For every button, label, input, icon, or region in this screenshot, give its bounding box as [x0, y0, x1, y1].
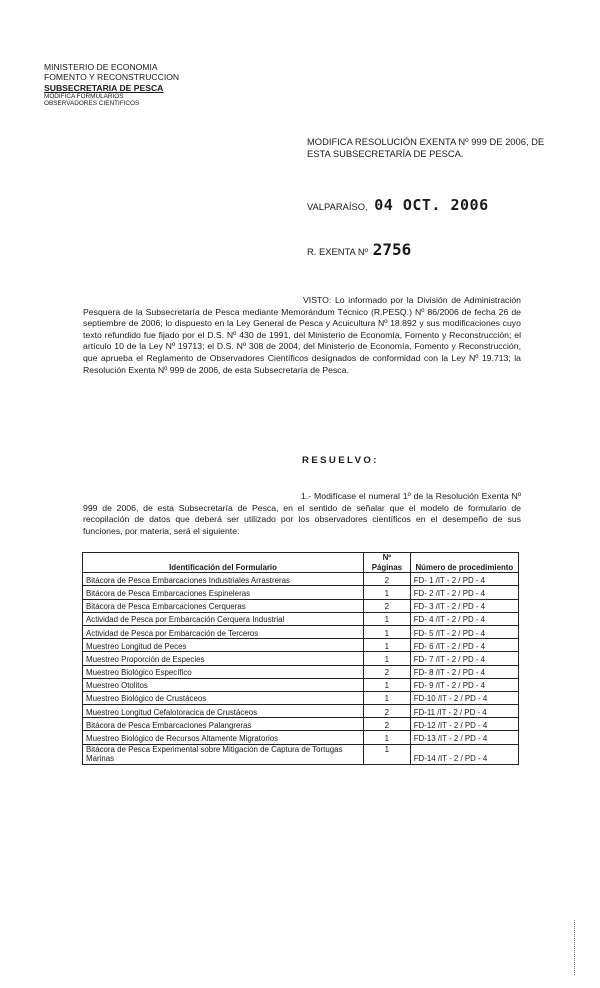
- numeral-1-label: 1.-: [301, 491, 312, 501]
- cell-procedimiento: FD-11 /IT - 2 / PD - 4: [410, 705, 518, 718]
- cell-paginas: 2: [364, 665, 411, 678]
- visto-paragraph: [83, 295, 521, 376]
- table-row: [83, 573, 519, 586]
- cell-procedimiento: FD-10 /IT - 2 / PD - 4: [410, 691, 518, 704]
- cell-formulario: Muestreo Longitud de Peces: [83, 639, 364, 652]
- cell-procedimiento: FD- 6 /IT - 2 / PD - 4: [410, 639, 518, 652]
- letterhead-subject-2: OBSERVADORES CIENTIFICOS: [44, 100, 140, 108]
- cell-procedimiento: FD- 3 /IT - 2 / PD - 4: [410, 599, 518, 612]
- table-row: [83, 652, 519, 665]
- cell-procedimiento: FD-12 /IT - 2 / PD - 4: [410, 718, 518, 731]
- table-row: [83, 639, 519, 652]
- resuelvo-heading: RESUELVO:: [302, 455, 379, 466]
- cell-formulario: Actividad de Pesca por Embarcación de Terceros: [83, 625, 364, 638]
- cell-formulario: Bitácora de Pesca Embarcaciones Palangreras: [83, 718, 364, 731]
- table-row: [83, 586, 519, 599]
- cell-procedimiento: FD- 5 /IT - 2 / PD - 4: [410, 625, 518, 638]
- date-line: [307, 196, 489, 214]
- document-subject: MODIFICA RESOLUCIÓN EXENTA Nº 999 DE 2006, DE ESTA SUBSECRETARÍA DE PESCA.: [307, 136, 545, 159]
- letterhead-ministry: MINISTERIO DE ECONOMIA: [44, 62, 158, 72]
- cell-paginas: 2: [364, 705, 411, 718]
- header-identificacion: Identificación del Formulario: [83, 553, 364, 573]
- cell-procedimiento: FD-13 /IT - 2 / PD - 4: [410, 731, 518, 744]
- cell-formulario: Bitácora de Pesca Experimental sobre Mitigación de Captura de Tortugas Marinas: [83, 744, 364, 764]
- header-procedimiento: Número de procedimiento: [410, 553, 518, 573]
- cell-procedimiento: FD- 4 /IT - 2 / PD - 4: [410, 612, 518, 625]
- visto-text: Lo informado por la División de Administración Pesquera de la Subsecretaría de Pesca mediante Memorándum Técnico (R.PESQ.) Nº 86/2006 de fecha 26 de septiembre de 2006; lo dispuesto en la Ley General de Pesca y Acuicultura Nº 18.892 y sus modificaciones cuyo texto refundido fue fijado por el D.S. Nº 430 de 1991, del Ministerio de Economía, Fomento y Reconstrucción; el artículo 10 de la Ley Nº 19713; el D.S. Nº 308 de 2004, del Ministerio de Economía, Fomento y Reconstrucción, que aprueba el Reglamento de Observadores Científicos designados de conformidad con la Ley Nº 19.713; la Resolución Exenta Nº 999 de 2006, de esta Subsecretaría de Pesca.: [83, 295, 521, 375]
- table-row: [83, 705, 519, 718]
- cell-paginas: 1: [364, 744, 411, 764]
- table-row: [83, 625, 519, 638]
- table-row: [83, 744, 519, 764]
- header-paginas: Nº Páginas: [364, 553, 411, 573]
- cell-paginas: 1: [364, 586, 411, 599]
- resolution-label: R. EXENTA Nº: [307, 246, 369, 257]
- forms-table: [82, 552, 519, 765]
- table-row: [83, 731, 519, 744]
- cell-paginas: 2: [364, 599, 411, 612]
- visto-label: VISTO:: [303, 295, 332, 305]
- cell-paginas: 1: [364, 639, 411, 652]
- cell-procedimiento: FD- 2 /IT - 2 / PD - 4: [410, 586, 518, 599]
- cell-paginas: 2: [364, 718, 411, 731]
- cell-procedimiento: FD- 7 /IT - 2 / PD - 4: [410, 652, 518, 665]
- table-row: [83, 599, 519, 612]
- letterhead-subject-1: MODIFICA FORMULARIOS: [44, 92, 124, 100]
- cell-paginas: 1: [364, 652, 411, 665]
- numeral-1-text: Modifícase el numeral 1º de la Resolución Exenta Nº 999 de 2006, de esta Subsecretaría de Pesca, en el sentido de señalar que el modelo de formulario de recopilación de datos que deberá ser utilizado por los observadores científicos en el desempeño de sus funciones, por materia, será el siguiente:: [83, 491, 521, 536]
- cell-paginas: 2: [364, 573, 411, 586]
- letterhead: [44, 62, 189, 108]
- resolution-line: [307, 240, 411, 259]
- cell-paginas: 1: [364, 691, 411, 704]
- cell-formulario: Muestreo Otolitos: [83, 678, 364, 691]
- resolution-number: 2756: [372, 240, 412, 259]
- table-row: [83, 665, 519, 678]
- cell-procedimiento: FD- 9 /IT - 2 / PD - 4: [410, 678, 518, 691]
- table-row: [83, 678, 519, 691]
- cell-procedimiento: FD- 1 /IT - 2 / PD - 4: [410, 573, 518, 586]
- cell-formulario: Muestreo Biológico de Recursos Altamente Migratorios: [83, 731, 364, 744]
- cell-procedimiento: FD- 8 /IT - 2 / PD - 4: [410, 665, 518, 678]
- cell-formulario: Muestreo Longitud Cefalotoracica de Crustáceos: [83, 705, 364, 718]
- cell-formulario: Bitácora de Pesca Embarcaciones Industriales Arrastreras: [83, 573, 364, 586]
- table-row: [83, 691, 519, 704]
- letterhead-ministry-2: FOMENTO Y RECONSTRUCCION: [44, 72, 180, 83]
- cell-formulario: Bitácora de Pesca Embarcaciones Cerqueras: [83, 599, 364, 612]
- cell-formulario: Muestreo Biológico Específico: [83, 665, 364, 678]
- cell-paginas: 1: [364, 625, 411, 638]
- cell-procedimiento: FD-14 /IT - 2 / PD - 4: [410, 744, 518, 764]
- cell-formulario: Actividad de Pesca por Embarcación Cerquera Industrial: [83, 612, 364, 625]
- scan-edge-mark: [574, 920, 576, 975]
- place-label: VALPARAÍSO,: [307, 201, 368, 212]
- letterhead-subsecretaria: SUBSECRETARIA DE PESCA: [44, 82, 164, 93]
- date-stamp: 04 OCT. 2006: [374, 196, 489, 214]
- cell-formulario: Muestreo Proporción de Especies: [83, 652, 364, 665]
- table-row: [83, 612, 519, 625]
- table-header-row: [83, 553, 519, 573]
- cell-paginas: 1: [364, 612, 411, 625]
- numeral-1-paragraph: [83, 491, 521, 537]
- cell-paginas: 1: [364, 731, 411, 744]
- table-row: [83, 718, 519, 731]
- cell-formulario: Bitácora de Pesca Embarcaciones Espineleras: [83, 586, 364, 599]
- cell-paginas: 1: [364, 678, 411, 691]
- cell-formulario: Muestreo Biológico de Crustáceos: [83, 691, 364, 704]
